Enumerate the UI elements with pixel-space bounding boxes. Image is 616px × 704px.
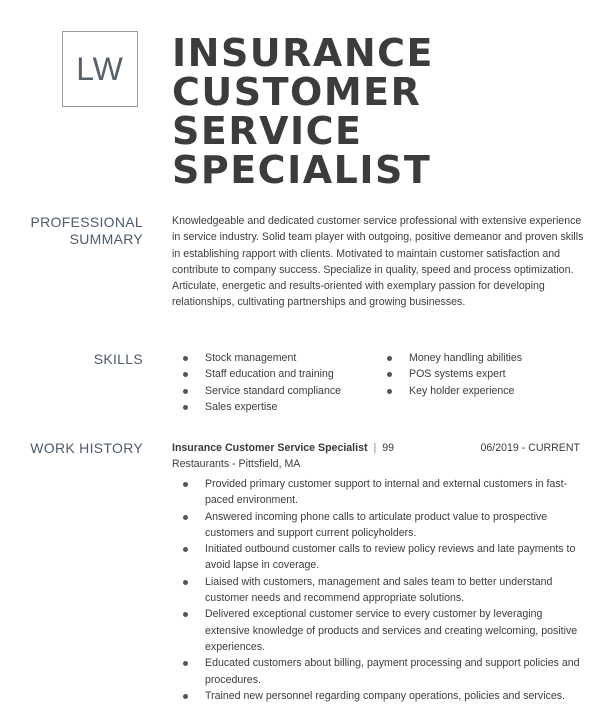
summary-section-label — [20, 214, 143, 248]
summary-text: Knowledgeable and dedicated customer service professional with extensive experience in service industry. Solid team player with outgoing, positive demeanor and proven skills in establishing rapport with clients. Motivated to maintain customer satisfaction and contribute to company success. Specialize in quality, speed and process optimization. Articulate, energetic and results-oriented with exemplary passion for developing relationships, cultivating partnerships and growing businesses. — [172, 215, 584, 309]
skill-item: POS systems expert — [376, 366, 586, 382]
monogram-initials: LW — [76, 50, 124, 87]
job-header — [172, 440, 582, 456]
monogram-box — [62, 31, 138, 107]
job-company-start: 99 — [382, 442, 395, 454]
title-line-2: CUSTOMER — [172, 70, 422, 114]
skills-list-left — [172, 350, 372, 415]
skill-item: Stock management — [172, 350, 372, 366]
duty-item: Provided primary customer support to internal and external customers in fast-paced environment. — [172, 476, 590, 509]
skill-item: Service standard compliance — [172, 383, 372, 399]
job-employer: Restaurants - Pittsfield, MA — [172, 458, 301, 470]
summary-label-line-1: PROFESSIONAL — [30, 214, 143, 230]
job-title: Insurance Customer Service Specialist — [172, 442, 368, 454]
title-line-4: SPECIALIST — [172, 148, 432, 192]
duty-item: Educated customers about billing, payment processing and support policies and procedures. — [172, 655, 590, 688]
duty-item: Delivered exceptional customer service to every customer by leveraging extensive knowledge of products and services and creating welcoming, positive experiences. — [172, 606, 590, 655]
work-history-section-label: WORK HISTORY — [30, 440, 143, 456]
skill-item: Sales expertise — [172, 399, 372, 415]
title-line-3: SERVICE — [172, 109, 363, 153]
job-separator: | — [373, 442, 377, 454]
duty-item: Initiated outbound customer calls to review policy reviews and late payments to avoid lapse in coverage. — [172, 541, 590, 574]
duty-item: Answered incoming phone calls to articulate product value to prospective customers and support current policyholders. — [172, 509, 590, 542]
job-dates: 06/2019 - CURRENT — [480, 442, 580, 454]
job-duties-list — [172, 476, 590, 704]
skills-section-label: SKILLS — [93, 351, 143, 367]
skill-item: Money handling abilities — [376, 350, 586, 366]
duty-item: Trained new personnel regarding company operations, policies and services. — [172, 688, 590, 704]
skill-item: Staff education and training — [172, 366, 372, 382]
summary-label-line-2: SUMMARY — [69, 231, 143, 247]
title-line-1: INSURANCE — [172, 31, 434, 75]
skills-list-right — [376, 350, 586, 399]
resume-title — [172, 31, 602, 192]
duty-item: Liaised with customers, management and sales team to better understand customer needs and recommend appropriate solutions. — [172, 574, 590, 607]
skill-item: Key holder experience — [376, 383, 586, 399]
